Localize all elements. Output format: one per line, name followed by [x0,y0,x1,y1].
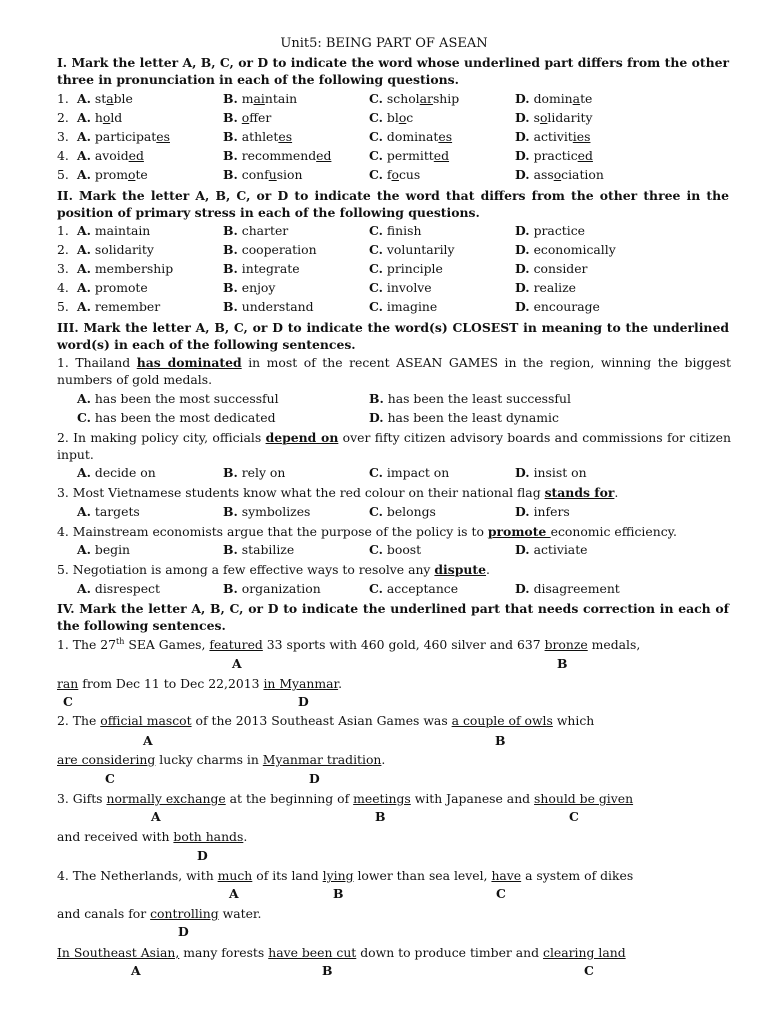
s3-question-5: 5. Negotiation is among a few effective ways to resolve any dispute. [57,562,490,577]
underlined-part: ar [419,91,433,106]
word-part: h [94,110,103,125]
s3-q2-options: A. decide on B. rely on C. impact on D. insist on [77,465,587,480]
option [77,166,148,184]
s4-q4-marker-c: C [496,886,506,901]
option-letter: B. [223,261,238,276]
option-text: consider [533,261,588,276]
word-part: schol [386,91,420,106]
option-letter: A. [77,261,91,276]
option-text: principle [386,261,443,276]
s4-q2-marker-a: A [143,733,153,748]
s4-q1-marker-c: C [63,694,73,709]
underlined-part: o [127,167,136,182]
s4-q3-marker-c: C [569,809,579,824]
option-letter: C. [369,223,383,238]
option [223,298,314,316]
s4-q3-marker-d: D [197,848,208,863]
question-number: 5. [57,299,69,314]
option [369,128,452,146]
option-letter: B. [223,110,238,125]
option [77,279,148,297]
option [369,298,437,316]
word-part: s [533,110,540,125]
underlined-part: o [398,110,407,125]
section-4-heading: IV. Mark the letter A, B, C, or D to indicate the underlined part that needs correction in each of the following sentences. [57,601,729,633]
word-part: activit [533,129,573,144]
option-letter: D. [515,223,530,238]
s4-q5-marker-b: B [322,963,333,978]
word-part: bl [386,110,399,125]
word-part: te [135,167,148,182]
option-letter: D. [515,280,530,295]
word-part: domin [533,91,573,106]
section2-row-4 [57,279,737,297]
question-number: 4. [57,280,69,295]
option [369,166,420,184]
option-letter: D. [515,91,530,106]
question-number: 1. [57,223,69,238]
underlined-part: u [268,167,277,182]
word-part: dominat [386,129,439,144]
option-letter: A. [77,280,91,295]
s4-q3-line1: 3. Gifts normally exchange at the beginning of meetings with Japanese and should be given [57,791,634,806]
option-text: imagine [386,299,438,314]
underlined-part: es [278,129,293,144]
option-letter: C. [369,167,383,182]
word-part: ship [432,91,460,106]
s4-q3-marker-a: A [151,809,161,824]
word-part: ntain [264,91,298,106]
word-part: conf [241,167,269,182]
option-text: promote [94,280,148,295]
option-letter: A. [77,223,91,238]
word-part: permitt [386,148,434,163]
option-letter: C. [369,148,383,163]
word-part: ble [113,91,133,106]
underlined-part: o [539,110,548,125]
option [223,90,297,108]
option [77,260,173,278]
s4-q3-marker-b: B [375,809,386,824]
option-text: voluntarily [386,242,455,257]
option-letter: A. [77,242,91,257]
option [515,128,590,146]
option [369,260,443,278]
option-letter: B. [223,91,238,106]
s4-q4-marker-d: D [178,924,189,939]
option-text: maintain [94,223,151,238]
option-letter: C. [369,299,383,314]
question-number: 1. [57,91,69,106]
s4-q5-line1: In Southeast Asian, many forests have been cut down to produce timber and clearing land [57,945,626,960]
option [223,109,271,127]
s3-q1-options-row2: C. has been the most dedicated D. has been the least dynamic [77,410,559,425]
s3-question-2: 2. In making policy city, officials depend on over fifty citizen advisory boards and commissions for citizen input. [57,430,731,462]
word-part: m [241,91,254,106]
s4-q2-marker-b: B [495,733,506,748]
option-letter: C. [369,261,383,276]
question-number: 5. [57,167,69,182]
word-part: st [94,91,107,106]
option-letter: D. [515,129,530,144]
option [77,128,170,146]
word-part: ffer [249,110,272,125]
section1-row-1 [57,90,737,108]
s4-q2-line2: are considering lucky charms in Myanmar tradition. [57,752,386,767]
option-letter: B. [223,299,238,314]
word-part: practic [533,148,578,163]
option-text: realize [533,280,577,295]
option-letter: D. [515,261,530,276]
option [515,298,600,316]
word-part: athlet [241,129,279,144]
option-letter: B. [223,148,238,163]
underlined-part: ed [577,148,593,163]
page-title: Unit5: BEING PART OF ASEAN [280,36,488,51]
option-letter: B. [223,129,238,144]
section1-row-3 [57,128,737,146]
option-text: solidarity [94,242,154,257]
option [77,241,154,259]
word-part: prom [94,167,128,182]
option-text: understand [241,299,314,314]
s4-q2-line1: 2. The official mascot of the 2013 Southeast Asian Games was a couple of owls which [57,713,595,728]
option [77,109,122,127]
s3-question-4: 4. Mainstream economists argue that the purpose of the policy is to promote economic efficiency. [57,524,677,539]
word-part: sion [276,167,303,182]
option [515,109,593,127]
option-letter: A. [77,167,91,182]
option-letter: D. [515,148,530,163]
option [223,241,317,259]
option [223,147,331,165]
s4-q4-line2: and canals for controlling water. [57,906,262,921]
s4-q3-line2: and received with both hands. [57,829,248,844]
option [223,222,288,240]
s3-q1-options-row1: A. has been the most successful B. has been the least successful [77,391,571,406]
s4-q1-line1: 1. The 27th SEA Games, featured 33 sports with 460 gold, 460 silver and 637 bronze medals, [57,636,641,652]
underlined-part: o [391,167,399,182]
s4-q1-marker-a: A [232,656,242,671]
underlined-part: o [241,110,250,125]
underlined-part: ed [128,148,144,163]
s3-q4-options: A. begin B. stabilize C. boost D. activiate [77,542,588,557]
option [223,166,302,184]
option-letter: A. [77,299,91,314]
option-text: practice [533,223,585,238]
underlined-part: ies [572,129,591,144]
underlined-part: a [106,91,114,106]
underlined-part: ed [433,148,450,163]
option-letter: D. [515,110,530,125]
word-part: te [580,91,593,106]
option [223,279,275,297]
option [369,147,449,165]
word-part: cus [398,167,421,182]
option-letter: C. [369,280,383,295]
option [515,166,604,184]
question-number: 3. [57,261,69,276]
section1-row-5 [57,166,737,184]
word-part: ciation [561,167,604,182]
option-text: encourage [533,299,600,314]
s3-question-3: 3. Most Vietnamese students know what the red colour on their national flag stands for. [57,485,619,500]
section1-row-2 [57,109,737,127]
s4-q4-line1: 4. The Netherlands, with much of its land lying lower than sea level, have a system of dikes [57,868,634,883]
option-text: integrate [241,261,300,276]
option [77,298,160,316]
option [515,147,593,165]
underlined-part: o [553,167,562,182]
section2-row-5 [57,298,737,316]
underlined-part: ai [253,91,265,106]
option [369,90,459,108]
underlined-part: a [572,91,581,106]
section2-row-2 [57,241,737,259]
s4-q1-marker-b: B [557,656,568,671]
section2-row-3 [57,260,737,278]
s4-q5-marker-c: C [584,963,594,978]
option [77,222,150,240]
question-number: 2. [57,110,69,125]
option-text: membership [94,261,174,276]
word-part: ld [110,110,123,125]
option [369,109,413,127]
underlined-part: es [438,129,453,144]
option-text: enjoy [241,280,276,295]
s4-q5-marker-a: A [131,963,141,978]
option [515,222,585,240]
section-2-heading: II. Mark the letter A, B, C, or D to indicate the word that differs from the other three in the position of primary stress in each of the following questions. [57,188,729,220]
question-number: 4. [57,148,69,163]
option-letter: B. [223,167,238,182]
underlined-part: es [156,129,170,144]
s3-q3-options: A. targets B. symbolizes C. belongs D. infers [77,504,570,519]
option [77,90,133,108]
option-letter: D. [515,242,530,257]
option [369,279,432,297]
s3-q5-options: A. disrespect B. organization C. acceptance D. disagreement [77,581,620,596]
option-letter: D. [515,167,530,182]
underlined-part: o [102,110,111,125]
s4-q2-marker-d: D [309,771,320,786]
option-text: involve [386,280,432,295]
option-text: economically [533,242,616,257]
option [515,260,587,278]
option [369,222,421,240]
word-part: f [386,167,392,182]
option-letter: A. [77,110,91,125]
s3-question-1: 1. Thailand has dominated in most of the recent ASEAN GAMES in the region, winning the biggest numbers of gold medals. [57,355,731,387]
word-part: lidarity [547,110,593,125]
option-letter: C. [369,91,383,106]
option-letter: D. [515,299,530,314]
word-part: avoid [94,148,129,163]
question-number: 2. [57,242,69,257]
word-part: ass [533,167,554,182]
option-text: charter [241,223,289,238]
option-letter: C. [369,129,383,144]
option [77,147,144,165]
option-text: remember [94,299,161,314]
option-letter: B. [223,242,238,257]
option-letter: A. [77,91,91,106]
option-letter: A. [77,148,91,163]
option [223,260,300,278]
s4-q4-marker-b: B [333,886,344,901]
option [369,241,455,259]
option [515,241,616,259]
section2-row-1 [57,222,737,240]
option-text: finish [386,223,422,238]
option-letter: A. [77,129,91,144]
word-part: recommend [241,148,317,163]
option [223,128,292,146]
word-part: participat [94,129,157,144]
word-part: c [406,110,414,125]
option [515,279,576,297]
s4-q2-marker-c: C [105,771,115,786]
option-text: cooperation [241,242,317,257]
section-3-heading: III. Mark the letter A, B, C, or D to indicate the word(s) CLOSEST in meaning to the underlined word(s) in each of the following sentences. [57,320,729,352]
section1-row-4 [57,147,737,165]
section-1-heading: I. Mark the letter A, B, C, or D to indicate the word whose underlined part differs from the other three in pronunciation in each of the following questions. [57,55,729,87]
option [515,90,592,108]
option-letter: C. [369,110,383,125]
s4-q4-marker-a: A [229,886,239,901]
question-number: 3. [57,129,69,144]
underlined-part: ed [316,148,332,163]
option-letter: B. [223,223,238,238]
s4-q1-marker-d: D [298,694,309,709]
option-letter: B. [223,280,238,295]
s4-q1-line2: ran from Dec 11 to Dec 22,2013 in Myanmar. [57,676,343,691]
option-letter: C. [369,242,383,257]
